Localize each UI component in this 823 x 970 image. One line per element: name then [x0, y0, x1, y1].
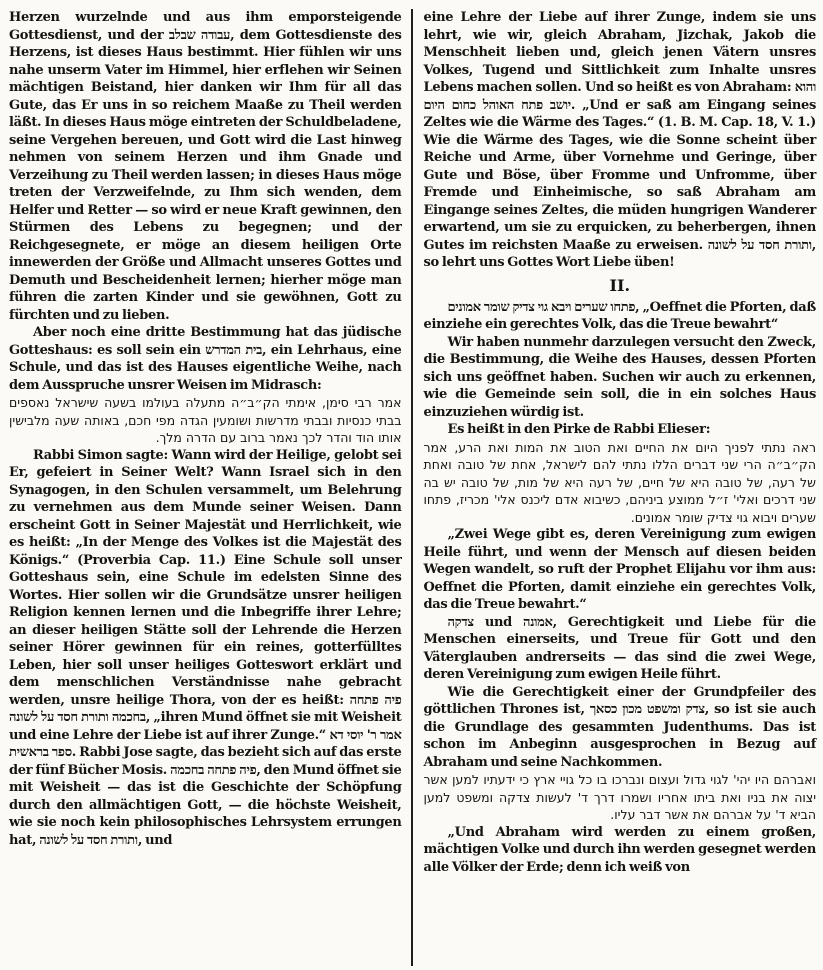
- paragraph-third-purpose: Aber noch eine dritte Bestimmung hat das jüdische Gotteshaus: es soll sein ein בית המדרש, ein Lehrhaus, eine Schule, und das ist des Hauses eigentliche Weihe, nach dem Ausspruche unsrer Weisen im Midrasch:: [9, 325, 402, 393]
- right-column: [413, 9, 817, 966]
- paragraph-open-the-gates: פתחו שערים ויבא גוי צדיק שומר אמונים, „Oeffnet die Pforten, daß einziehe ein gerechtes Volk, das die Treue bewahrt“: [423, 299, 817, 332]
- paragraph-house-of-prayer: Herzen wurzelnde und aus ihm emporsteigende Gottesdienst, und der עבודה שבלב, dem Gottesdienste des Herzens, ist dieses Haus bestimmt. Hier fühlen wir uns nahe unserm Vater im Himmel, hier erflehen wir Seinen mächtigen Beistand, hier danken wir Ihm für all das Gute, das Er uns in so reichem Maaße zu Theil werden läßt. In dieses Haus möge eintreten der Schuldbeladene, seine Vergehen bereuen, und Gott wird die Last hinweg nehmen von seinem Herzen und ihm Gnade und Verzeihung zu Theil werden lassen; in dieses Haus möge treten der Verzweifelnde, zu Ihm sich wenden, dem Helfer und Retter — so wird er neue Kraft gewinnen, den Stürmen des Lebens zu begegnen; und der Reichgesegnete, er möge an diesem heiligen Orte innewerden der Größe und Allmacht unseres Gottes und Demuth und Bescheidenheit lernen; hierher möge man führen die zarten Kinder und sie gewöhnen, Gott zu fürchten und zu lieben.: [9, 10, 402, 323]
- left-column: [9, 9, 411, 966]
- paragraph-zedaka-emuna: צדקה und אמונה, Gerechtigkeit und Liebe für die Menschen einerseits, und Treue für Gott und den Väterglauben andrerseits — das sind die zwei Wege, deren Vereinigung zum ewigen Heile führt.: [423, 614, 816, 682]
- hebrew-quote-abraham-genesis: ואברהם היו יהי' לגוי גדול ועצום ונברכו בו כל גויי ארץ כי ידעתיו למען אשר יצוה את בניו ואת ביתו אחריו ושמרו דרך ד' לעשות צדקה ומשפט למען הביא ד' על אברהם את אשר דבר עליו.: [423, 772, 816, 822]
- paragraph-pirke-intro: Es heißt in den Pirke de Rabbi Elieser:: [447, 422, 711, 437]
- hebrew-quote-pirke-de-rabbi-elieser: ראה נתתי לפניך היום את החיים ואת הטוב את המות ואת הרע, אמר הק״ב״ה הרי שני דברים הללו נתתי להם לישראל, אחת של טובה ואחת של רעה, של טובה היא של חיים, של רעה היא של מות, של טובה יש בה שני דרכים ואלי' ז״ל ממוצע ביניהם, כשיבוא אדם ליכנס אלי' מכריז, פתחו שערים ויבוא גוי צדיק שומר אמונים.: [423, 439, 816, 525]
- section-heading-ii: II.: [609, 275, 631, 295]
- paragraph-two-ways: „Zwei Wege gibt es, deren Vereinigung zum ewigen Heile führt, und wenn der Mensch auf diesen beiden Wegen wandelt, so ruft der Prophet Elijahu vor ihm aus: Oeffnet die Pforten, damit einziehe ein gerechtes Volk, das die Treue bewahrt.“: [423, 527, 816, 612]
- paragraph-rabbi-simon: Rabbi Simon sagte: Wann wird der Heilige, gelobt sei Er, gefeiert in Seiner Welt? Wann Israel sich in den Synagogen, in den Schulen versammelt, um Belehrung zu vernehmen aus dem Munde seiner Weisen. Dann erscheint Gott in Seiner Majestät und Herrlichkeit, wie es heißt: „In der Menge des Volkes ist die Majestät des Königs.“ (Proverbia Cap. 11.) Eine Schule soll unser Gotteshaus sein, eine Schule im edelsten Sinne des Wortes. Hier sollen wir die Grundsätze unsrer heiligen Religion kennen lernen und die Inbegriffe ihrer Lehre; an dieser heiligen Stätte soll der Lehrende die Herzen seiner Hörer gewinnen für ein reines, gotterfülltes Leben, hier soll unser heiliges Gotteswort erklärt und dem menschlichen Verständnisse nahe gebracht werden, unsre heilige Thora, von der es heißt: פיה פתחה בחכמה ותורת חסד על לשונה, „ihren Mund öffnet sie mit Weisheit und eine Lehre der Liebe ist auf ihrer Zunge.“ אמר ר' יוסי דא ספר בראשית. Rabbi Jose sagte, das bezieht sich auf das erste der fünf Bücher Mosis. פיה פתחה בחכמה, den Mund öffnet sie mit Weisheit — das ist die Geschichte der Schöpfung durch den allmächtigen Gott, — die höchste Weisheit, wie sie noch kein philosophisches Lehrsystem errungen hat, ותורת חסד על לשונה, und: [9, 447, 402, 848]
- paragraph-abraham-tent: eine Lehre der Liebe auf ihrer Zunge, indem sie uns lehrt, wie wir, gleich Abraham, Jizchak, Jakob die Menschheit lieben und, gleich jenen Vätern unsres Volkes, Tugend und Sittlichkeit zum Inhalte unsres Lebens machen sollen. Und so heißt es von Abraham: והוא יושב פתח האוהל כחום היום. „Und er saß am Eingang seines Zeltes wie die Wärme des Tages.“ (1. B. M. Cap. 18, V. 1.) Wie die Wärme des Tages, wie die Sonne scheint über Reiche und Arme, über Vornehme und Geringe, über Gute und Böse, über Fromme und Unfromme, über Fremde und Einheimische, so saß Abraham am Eingange seines Zeltes, die müden hungrigen Wanderer erwartend, um sie zu erquicken, zu beherbergen, ihnen Gutes im reichsten Maaße zu erweisen. ותורת חסד על לשונה, so lehrt uns Gottes Wort Liebe üben!: [423, 10, 816, 270]
- paragraph-abraham-great-nation: „Und Abraham wird werden zu einem großen, mächtigen Volke und durch ihn werden gesegnet werden alle Völker der Erde; denn ich weiß von: [423, 824, 816, 875]
- hebrew-quote-midrasch: אמר רבי סימן, אימתי הק״ב״ה מתעלה בעולמו בשעה שישראל נאספים בבתי כנסיות ובבתי מדרשות ושומעין הגדה מפי חכם, באותה שעה מלבישין אותו הוד והדר לכך נאמר ברוב עם הדרה מלך.: [9, 395, 402, 445]
- paragraph-justice-foundation: Wie die Gerechtigkeit einer der Grundpfeiler des göttlichen Thrones ist, צדק ומשפט מכון כסאך, so ist sie auch die Grundlage des gesammten Judenthums. Das ist schon im Anbeginn ausgesprochen in Bezug auf Abraham und seine Nachkommen.: [423, 684, 816, 770]
- paragraph-purpose-of-house: Wir haben nunmehr darzulegen versucht den Zweck, die Bestimmung, die Weihe des Hauses, dessen Pforten sich uns geöffnet haben. Suchen wir auch zu erkennen, wie die Gemeinde sein soll, die in ein solches Haus einzuziehen würdig ist.: [423, 334, 816, 420]
